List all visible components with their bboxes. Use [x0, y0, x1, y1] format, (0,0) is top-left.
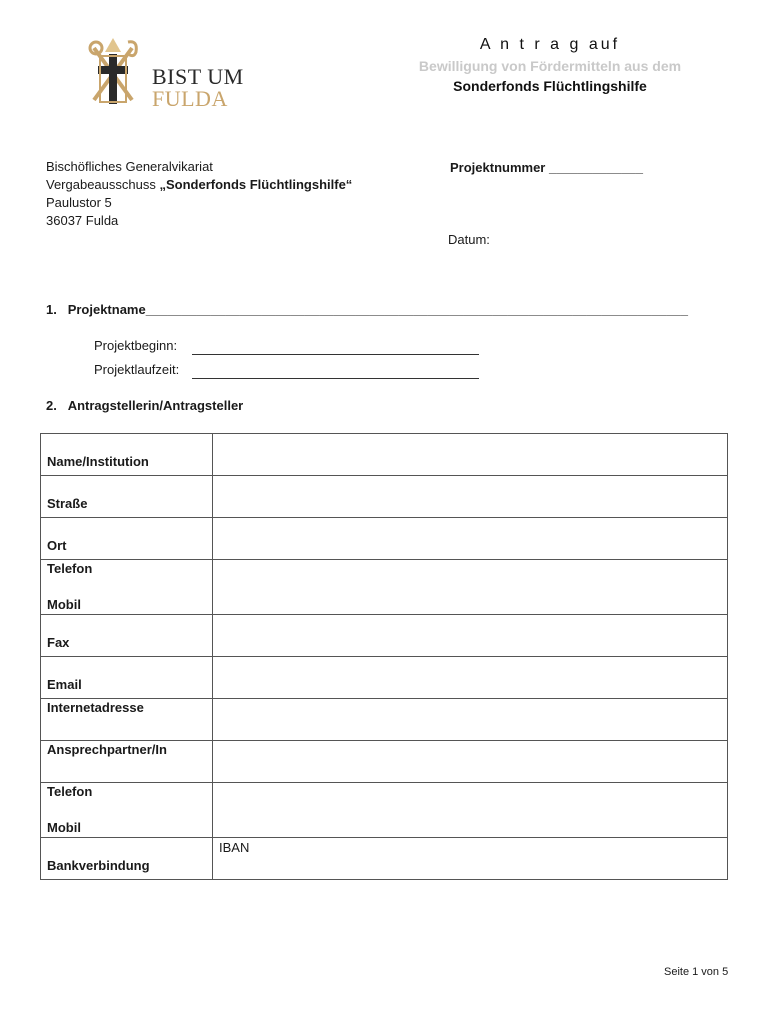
date-label: Datum:: [448, 232, 490, 247]
label-mobil: Mobil: [47, 597, 81, 612]
logo-text-fulda: FULDA: [152, 86, 228, 111]
address-city: 36037 Fulda: [46, 213, 119, 228]
label-telefon: Telefon: [47, 561, 93, 576]
project-duration-label: Projektlaufzeit:: [94, 362, 180, 377]
project-duration-line[interactable]: [192, 378, 479, 379]
applicant-table: [40, 433, 728, 880]
address-line-2: [46, 176, 352, 194]
project-start-label: Projektbeginn:: [94, 338, 178, 353]
form-title: A n t r a g auf: [479, 36, 621, 53]
table-row: [41, 699, 728, 741]
label-telefon-contact: Telefon: [47, 784, 93, 799]
project-number-field[interactable]: Projektnummer _____________: [450, 160, 643, 175]
input-fax[interactable]: [213, 615, 728, 657]
address-street: Paulustor 5: [46, 195, 112, 210]
table-row: [41, 741, 728, 783]
section-1-heading: [46, 302, 688, 317]
section-1-number: 1.: [46, 302, 57, 317]
table-row: [41, 615, 728, 657]
logo-text-bistum: BIST UM: [152, 64, 244, 89]
input-ort[interactable]: [213, 518, 728, 560]
label-strasse: Straße: [41, 476, 213, 518]
label-bankverbindung: Bankverbindung: [41, 838, 213, 880]
form-fund-name: Sonderfonds Flüchtlingshilfe: [453, 78, 647, 94]
address-line-1: Bischöfliches Generalvikariat: [46, 159, 213, 174]
input-strasse[interactable]: [213, 476, 728, 518]
label-fax: Fax: [41, 615, 213, 657]
label-ort: Ort: [41, 518, 213, 560]
section-2-number: 2.: [46, 398, 57, 413]
input-telefon-mobil-contact[interactable]: [213, 783, 728, 838]
form-subtitle: Bewilligung von Fördermitteln aus dem: [418, 58, 682, 74]
table-row: [41, 518, 728, 560]
label-email: Email: [41, 657, 213, 699]
table-row: [41, 657, 728, 699]
input-email[interactable]: [213, 657, 728, 699]
label-ansprechpartner: Ansprechpartner/In: [41, 741, 213, 783]
table-row: [41, 838, 728, 880]
project-name-field[interactable]: Projektname___________________________________________________________________________: [67, 302, 688, 317]
section-2-heading: [46, 398, 243, 413]
table-row: [41, 560, 728, 615]
input-iban[interactable]: [213, 838, 728, 880]
label-name-institution: Name/Institution: [41, 434, 213, 476]
address-fund: „Sonderfonds Flüchtlingshilfe“: [159, 177, 353, 192]
table-row: [41, 783, 728, 838]
label-internetadresse: Internetadresse: [41, 699, 213, 741]
section-2-label: Antragstellerin/Antragsteller: [67, 398, 244, 413]
iban-label: IBAN: [219, 840, 250, 855]
label-telefon-mobil-contact: [41, 783, 213, 838]
table-row: [41, 434, 728, 476]
label-mobil-contact: Mobil: [47, 820, 81, 835]
input-telefon-mobil[interactable]: [213, 560, 728, 615]
table-row: [41, 476, 728, 518]
page-number: Seite 1 von 5: [664, 966, 729, 978]
input-internetadresse[interactable]: [213, 699, 728, 741]
input-name-institution[interactable]: [213, 434, 728, 476]
project-start-line[interactable]: [192, 354, 479, 355]
input-ansprechpartner[interactable]: [213, 741, 728, 783]
label-telefon-mobil: [41, 560, 213, 615]
address-committee: Vergabeausschuss: [46, 177, 160, 192]
